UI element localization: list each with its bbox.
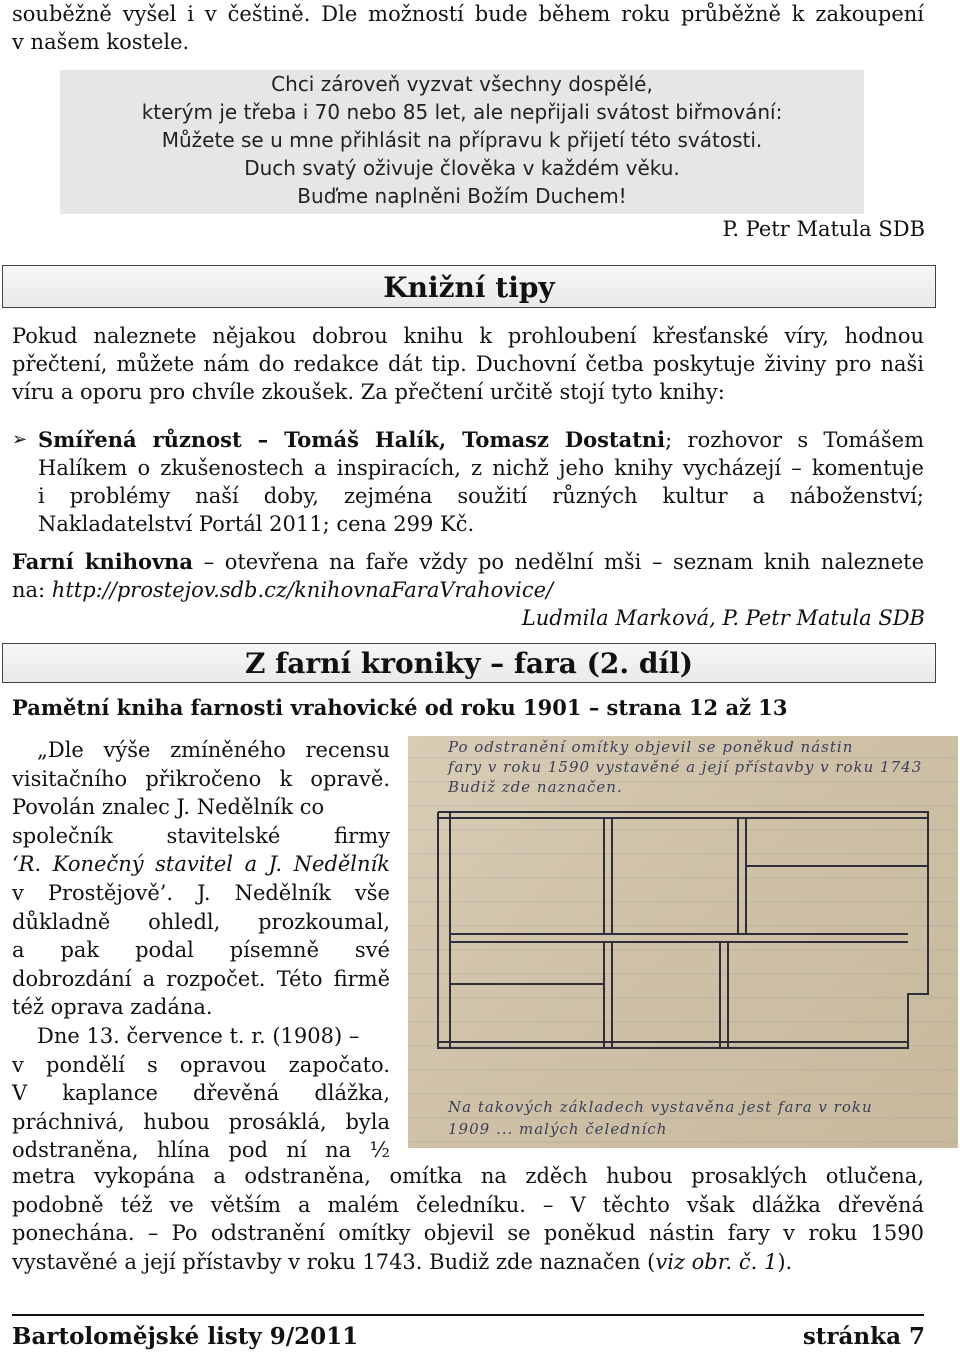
section-heading-chronicle: Z farní kroniky – fara (2. díl) (2, 643, 936, 683)
notice-box (60, 70, 864, 214)
chronicle-subheading: Pamětní kniha farnosti vrahovické od roku 1901 – strana 12 až 13 (12, 695, 788, 720)
column-row: Povolán znalec J. Nedělník co (12, 795, 325, 820)
column-row: Dne 13. července t. r. (1908) – (37, 1023, 360, 1048)
top-text-line-2: v našem kostele. (12, 30, 190, 54)
intro-line: Pokud naleznete nějakou dobrou knihu k prohloubení křesťanské víry, hodnou (12, 324, 924, 348)
book-desc-line: Halíkem o zkušenostech a inspiracích, z nichž jeho knihy vycházejí – komentuje (38, 456, 924, 480)
bullet-arrow-icon: ➢ (12, 429, 28, 450)
book-tips-signature: Ludmila Marková, P. Petr Matula SDB (521, 606, 925, 630)
column-row: V kaplance dřevěná dlážka, (12, 1081, 390, 1106)
chronicle-page-photo (408, 736, 958, 1148)
handwriting-line: Po odstranění omítky objevil se poněkud nástin (448, 738, 854, 756)
handwriting-line: Budiž zde naznačen. (448, 778, 623, 796)
notice-signature: P. Petr Matula SDB (722, 217, 925, 241)
column-row: odstraněna, hlína pod ní na ½ (12, 1138, 390, 1163)
notice-line: Můžete se u mne přihlásit na přípravu k přijetí této svátosti. (161, 128, 763, 152)
book-entry-line (38, 426, 924, 454)
library-label: Farní knihovna (12, 549, 194, 574)
handwriting-line: 1909 ... malých čeledních (448, 1120, 668, 1138)
bottom-row-end: ). (777, 1249, 793, 1274)
handwriting-line: Na takových základech vystavěna jest fara v roku (448, 1098, 873, 1116)
library-prefix: na: (12, 578, 52, 602)
column-row: společník stavitelské firmy (12, 823, 390, 848)
library-info (12, 548, 924, 604)
book-title: Smířená různost – Tomáš Halík, Tomasz Dostatni (38, 427, 666, 452)
footer-page-number: stránka 7 (802, 1323, 925, 1350)
section-heading-book-tips: Knižní tipy (2, 265, 936, 308)
column-row: „Dle výše zmíněného recensu (37, 738, 390, 762)
library-line (12, 576, 924, 604)
column-row: a pak podal písemně své (12, 938, 390, 963)
book-desc-line: Nakladatelství Portál 2011; cena 299 Kč. (38, 512, 475, 536)
floor-plan-sketch (408, 736, 958, 1148)
book-desc-line: i problémy naší doby, zejména soužití různých kultur a náboženství; (38, 484, 924, 508)
column-row: práchnivá, hubou prosáklá, byla (12, 1109, 390, 1134)
column-row: visitačního přikročeno k opravě. (12, 766, 390, 791)
figure-reference: viz obr. č. 1 (655, 1249, 778, 1274)
notice-line: Chci zároveň vyzvat všechny dospělé, (271, 72, 653, 96)
intro-line: víru a oporu pro chvíle zkoušek. Za přečtení určitě stojí tyto knihy: (12, 380, 725, 404)
column-row: v pondělí s opravou započato. (12, 1052, 390, 1077)
book-desc-first: ; rozhovor s Tomášem (665, 428, 924, 452)
footer-divider (12, 1314, 924, 1316)
library-text: – otevřena na faře vždy po nedělní mši – seznam knih naleznete (193, 550, 924, 574)
book-entry (38, 426, 924, 538)
library-url-link[interactable]: http://prostejov.sdb.cz/knihovnaFaraVrahovice/ (51, 578, 554, 602)
chronicle-column-text (12, 736, 390, 1165)
handwriting-line: fary v roku 1590 vystavěné a její přístavby v roku 1743 (448, 758, 923, 776)
column-row: v Prostějově’. J. Nedělník vše (12, 880, 390, 905)
notice-line: kterým je třeba i 70 nebo 85 let, ale nepřijali svátost biřmování: (141, 100, 783, 124)
chronicle-bottom-text (12, 1162, 924, 1276)
column-row: důkladně ohledl, prozkoumal, (12, 909, 390, 934)
column-row: též oprava zadána. (12, 995, 213, 1020)
bottom-row (12, 1248, 924, 1277)
intro-line: přečtení, můžete nám do redakce dát tip. Duchovní četba poskytuje živiny pro naši (12, 352, 924, 376)
footer-publication-title: Bartolomějské listy 9/2011 (12, 1323, 359, 1350)
column-row: ‘R. Konečný stavitel a J. Nedělník (12, 852, 390, 877)
top-text-line-1: souběžně vyšel i v češtině. Dle možností bude během roku průběžně k zakoupení (12, 2, 924, 26)
bottom-row: metra vykopána a odstraněna, omítka na zděch hubou prosaklých otlučena, (12, 1164, 924, 1188)
bottom-row-text: vystavěné a její přístavby v roku 1743. Budiž zde naznačen ( (12, 1249, 656, 1274)
book-tips-intro (12, 322, 924, 406)
notice-line: Duch svatý oživuje člověka v každém věku. (244, 156, 680, 180)
bottom-row: ponechána. – Po odstranění omítky objevil se poněkud nástin fary v roku 1590 (12, 1221, 924, 1245)
column-row: dobrozdání a rozpočet. Této firmě (12, 966, 390, 991)
notice-line: Buďme naplněni Božím Duchem! (297, 184, 627, 208)
library-line (12, 548, 924, 576)
bottom-row: podobně též ve větším a malém čeledníku. – V těchto však dlážka dřevěná (12, 1192, 924, 1217)
